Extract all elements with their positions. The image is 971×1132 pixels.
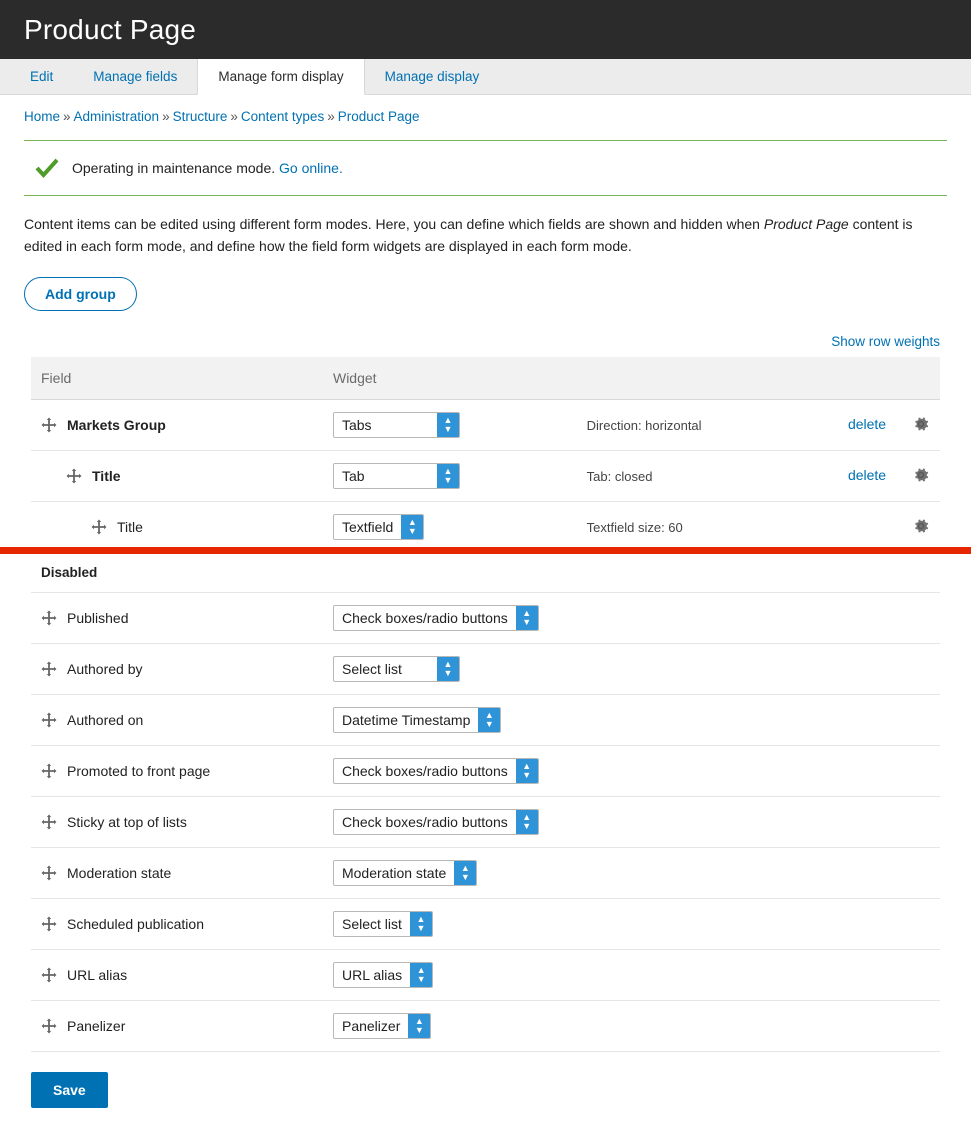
breadcrumb-item-administration[interactable]: Administration [73, 109, 160, 124]
field-cell [31, 644, 323, 695]
widget-cell [323, 848, 577, 899]
breadcrumb-item-content-types[interactable]: Content types [240, 109, 325, 124]
drag-handle-icon[interactable] [41, 661, 57, 677]
field-cell-inner [41, 417, 313, 433]
field-cell-inner [41, 661, 313, 677]
widget-select-authored-by[interactable] [333, 656, 460, 682]
field-label: URL alias [67, 967, 128, 984]
drag-handle-icon[interactable] [66, 468, 82, 484]
drag-handle-icon[interactable] [41, 814, 57, 830]
chevron-updown-icon: ▲ ▼ [410, 963, 432, 987]
table-row[interactable] [31, 950, 940, 1001]
widget-select-value: Select list [341, 661, 402, 678]
widget-select-value: Select list [341, 916, 402, 933]
field-cell [31, 695, 323, 746]
table-row[interactable] [31, 899, 940, 950]
field-cell-inner [41, 610, 313, 626]
delete-link[interactable]: delete [847, 416, 887, 433]
widget-summary [577, 1001, 838, 1052]
breadcrumb-separator: » [162, 109, 170, 124]
field-cell-inner [41, 712, 313, 728]
tab-manage-form-display[interactable]: Manage form display [197, 59, 364, 95]
drag-handle-icon[interactable] [41, 967, 57, 983]
widget-summary [577, 848, 838, 899]
field-label: Scheduled publication [67, 916, 204, 933]
field-cell [31, 746, 323, 797]
table-header-row [31, 357, 940, 400]
go-online-link[interactable]: Go online. [279, 160, 343, 176]
widget-select-markets-group[interactable] [333, 412, 460, 438]
region-label: Disabled [31, 553, 940, 593]
widget-select-title-textfield[interactable] [333, 514, 424, 540]
breadcrumb-item-home[interactable]: Home [24, 109, 61, 124]
widget-cell [323, 746, 577, 797]
field-cell-inner [41, 916, 313, 932]
operations-cell [838, 950, 940, 1001]
widget-select-value: Check boxes/radio buttons [341, 610, 508, 627]
widget-select-title-tab[interactable] [333, 463, 460, 489]
widget-select-url-alias[interactable] [333, 962, 433, 988]
widget-select-value: Textfield [341, 519, 394, 536]
column-header-field: Field [31, 357, 323, 400]
field-cell [31, 593, 323, 644]
chevron-updown-icon: ▲ ▼ [454, 861, 476, 885]
widget-summary: Tab: closed [586, 468, 653, 484]
operations-cell [838, 644, 940, 695]
widget-cell [323, 695, 577, 746]
column-header-summary [577, 357, 838, 400]
save-button[interactable]: Save [31, 1072, 108, 1108]
widget-summary [577, 695, 838, 746]
breadcrumb-separator: » [230, 109, 238, 124]
field-cell [31, 451, 323, 502]
table-body [31, 400, 940, 1052]
widget-select-sticky[interactable] [333, 809, 539, 835]
drag-drop-indicator [0, 547, 971, 554]
field-cell [31, 848, 323, 899]
field-cell-inner [41, 519, 313, 535]
widget-cell [323, 797, 577, 848]
chevron-updown-icon: ▲ ▼ [478, 708, 500, 732]
intro-part1: Content items can be edited using different form modes. Here, you can define which fields are shown and hidden when [24, 216, 764, 232]
intro-description [24, 214, 914, 257]
chevron-updown-icon: ▲ ▼ [410, 912, 432, 936]
primary-tabs [0, 59, 971, 95]
widget-summary [577, 593, 838, 644]
widget-cell [323, 593, 577, 644]
field-cell-inner [41, 865, 313, 881]
actions-bar [24, 277, 947, 311]
tab-manage-display[interactable]: Manage display [365, 59, 500, 94]
widget-select-authored-on[interactable] [333, 707, 501, 733]
field-cell [31, 502, 323, 553]
drag-handle-icon[interactable] [41, 417, 57, 433]
widget-summary [577, 950, 838, 1001]
widget-select-scheduled-publication[interactable] [333, 911, 433, 937]
table-row[interactable] [31, 746, 940, 797]
tab-edit[interactable]: Edit [10, 59, 73, 94]
widget-select-value: Check boxes/radio buttons [341, 814, 508, 831]
operations-cell [838, 502, 940, 553]
field-cell-inner [41, 1018, 313, 1034]
page-title: Product Page [24, 13, 197, 45]
field-label: Markets Group [67, 417, 166, 434]
drag-handle-icon[interactable] [41, 916, 57, 932]
breadcrumb-item-product-page[interactable]: Product Page [337, 109, 420, 124]
table-row[interactable] [31, 848, 940, 899]
widget-cell [323, 899, 577, 950]
table-row[interactable] [31, 451, 940, 502]
column-header-operations [838, 357, 940, 400]
chevron-updown-icon: ▲ ▼ [437, 657, 459, 681]
page-header [0, 0, 971, 59]
intro-part2: content is edited in each form mode, and define how the field form widgets are displayed in each form mode. [24, 216, 913, 254]
drag-handle-icon[interactable] [41, 865, 57, 881]
field-label: Title [117, 519, 143, 536]
breadcrumb-item-structure[interactable]: Structure [172, 109, 228, 124]
field-label: Authored by [67, 661, 143, 678]
widget-summary [577, 644, 838, 695]
chevron-updown-icon: ▲ ▼ [516, 606, 538, 630]
drag-handle-icon[interactable] [41, 763, 57, 779]
drag-handle-icon[interactable] [91, 519, 107, 535]
breadcrumb-separator: » [327, 109, 335, 124]
widget-cell [323, 1001, 577, 1052]
operations-cell [838, 899, 940, 950]
chevron-updown-icon: ▲ ▼ [408, 1014, 430, 1038]
table-row[interactable] [31, 502, 940, 553]
show-row-weights-link[interactable]: Show row weights [831, 334, 940, 350]
breadcrumb [0, 95, 971, 134]
chevron-updown-icon: ▲ ▼ [437, 413, 459, 437]
operations-cell [838, 797, 940, 848]
widget-select-value: Moderation state [341, 865, 447, 882]
table-row[interactable] [31, 797, 940, 848]
operations-cell [838, 848, 940, 899]
widget-summary: Textfield size: 60 [586, 519, 683, 535]
status-message [24, 140, 947, 196]
field-cell-inner [41, 967, 313, 983]
status-message-text [72, 160, 343, 176]
widget-cell [323, 950, 577, 1001]
table-row[interactable] [31, 695, 940, 746]
table-row[interactable] [31, 644, 940, 695]
field-label: Authored on [67, 712, 144, 729]
widget-summary: Direction: horizontal [586, 417, 702, 433]
widget-select-value: Tabs [341, 417, 372, 434]
show-row-weights-wrap [24, 333, 940, 351]
field-label: Title [92, 468, 121, 485]
field-cell [31, 400, 323, 451]
field-label: Sticky at top of lists [67, 814, 187, 831]
drag-handle-icon[interactable] [41, 610, 57, 626]
operations-cell [838, 593, 940, 644]
operations-cell [838, 695, 940, 746]
drag-handle-icon[interactable] [41, 1018, 57, 1034]
chevron-updown-icon: ▲ ▼ [437, 464, 459, 488]
widget-select-value: Datetime Timestamp [341, 712, 471, 729]
drag-handle-icon[interactable] [41, 712, 57, 728]
widget-select-value: URL alias [341, 967, 403, 984]
region-row-disabled [31, 553, 940, 593]
gear-icon[interactable] [912, 466, 930, 487]
widget-select-value: Tab [341, 468, 365, 485]
widget-select-value: Check boxes/radio buttons [341, 763, 508, 780]
field-cell-inner [41, 468, 313, 484]
gear-icon[interactable] [912, 517, 930, 538]
widget-summary [577, 899, 838, 950]
widget-cell [323, 451, 577, 502]
column-header-widget: Widget [323, 357, 577, 400]
widget-select-moderation-state[interactable] [333, 860, 477, 886]
tab-manage-fields[interactable]: Manage fields [73, 59, 197, 94]
widget-cell [323, 502, 577, 553]
widget-summary [577, 797, 838, 848]
field-display-table [31, 357, 940, 1052]
widget-select-published[interactable] [333, 605, 539, 631]
field-label: Panelizer [67, 1018, 126, 1035]
delete-link[interactable]: delete [847, 467, 887, 484]
add-group-button[interactable]: Add group [24, 277, 137, 311]
field-cell [31, 899, 323, 950]
widget-select-panelizer[interactable] [333, 1013, 431, 1039]
check-icon [34, 155, 60, 181]
operations-cell [838, 451, 940, 502]
field-cell [31, 1001, 323, 1052]
gear-icon[interactable] [912, 415, 930, 436]
field-cell [31, 797, 323, 848]
table-row[interactable] [31, 1001, 940, 1052]
chevron-updown-icon: ▲ ▼ [401, 515, 423, 539]
field-cell [31, 950, 323, 1001]
widget-select-value: Panelizer [341, 1018, 401, 1035]
table-row[interactable] [31, 400, 940, 451]
field-label: Promoted to front page [67, 763, 211, 780]
intro-emphasis: Product Page [763, 216, 849, 232]
table-head [31, 357, 940, 400]
table-row[interactable] [31, 593, 940, 644]
breadcrumb-separator: » [63, 109, 71, 124]
status-message-label: Operating in maintenance mode. [72, 160, 276, 176]
field-label: Moderation state [67, 865, 172, 882]
form-actions [31, 1072, 940, 1108]
operations-cell [838, 1001, 940, 1052]
widget-cell [323, 400, 577, 451]
chevron-updown-icon: ▲ ▼ [516, 810, 538, 834]
widget-summary [577, 746, 838, 797]
field-label: Published [67, 610, 129, 627]
field-cell-inner [41, 814, 313, 830]
operations-cell [838, 400, 940, 451]
widget-cell [323, 644, 577, 695]
operations-cell [838, 746, 940, 797]
chevron-updown-icon: ▲ ▼ [516, 759, 538, 783]
widget-select-promoted[interactable] [333, 758, 539, 784]
field-cell-inner [41, 763, 313, 779]
